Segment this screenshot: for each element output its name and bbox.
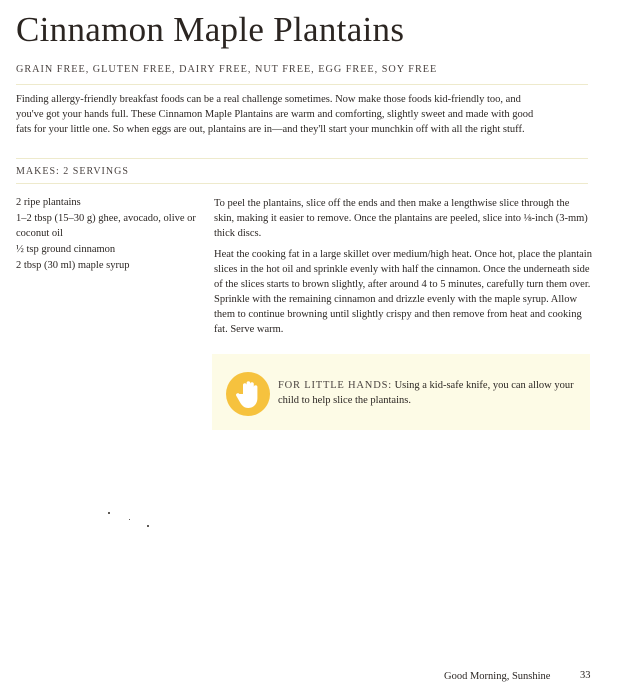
little-hands-tip	[212, 354, 590, 430]
footer-book-title: Good Morning, Sunshine	[444, 671, 551, 682]
method-steps	[214, 196, 592, 343]
recipe-title: Cinnamon Maple Plantains	[16, 10, 405, 49]
tip-body: Using a kid-safe knife, you can allow your child to help slice the plantains.	[278, 380, 574, 406]
page-number: 33	[580, 670, 591, 681]
method-step: To peel the plantains, slice off the ends and then make a lengthwise slice through the skin, making it easier to remove. Once the plantains are peeled, slice into ⅛-inch (3-mm) thick discs.	[214, 198, 588, 239]
print-speck	[129, 519, 130, 520]
ingredients-list	[16, 196, 202, 275]
print-speck	[147, 525, 149, 527]
ingredient-item: ½ tsp ground cinnamon	[16, 243, 116, 255]
divider	[16, 158, 588, 159]
servings-label: MAKES: 2 SERVINGS	[16, 166, 129, 177]
ingredient-item: 1–2 tbsp (15–30 g) ghee, avocado, olive or coconut oil	[16, 213, 196, 239]
method-step: Heat the cooking fat in a large skillet over medium/high heat. Once hot, place the plantain slices in the hot oil and sprinkle evenly with half the cinnamon. Once the underneath side of the slices starts to brown slightly, after around 4 to 5 minutes, carefully turn them over. Sprinkle with the remaining cinnamon and drizzle evenly with the maple syrup. Allow them to continue browning until slightly crispy and then remove from heat and cooking fat. Serve warm.	[214, 249, 592, 335]
divider	[16, 84, 588, 85]
recipe-intro: Finding allergy-friendly breakfast foods can be a real challenge sometimes. Now make those foods kid-friendly too, and you've got your hands full. These Cinnamon Maple Plantains are warm and comforting, slightly sweet and made with good fats for your little one. So when eggs are out, plantains are in—and they'll start your munchkin off with all the right stuff.	[16, 94, 534, 135]
allergen-tags: GRAIN FREE, GLUTEN FREE, DAIRY FREE, NUT FREE, EGG FREE, SOY FREE	[16, 64, 438, 75]
tip-label: FOR LITTLE HANDS:	[278, 380, 392, 391]
ingredient-item: 2 ripe plantains	[16, 197, 81, 208]
print-speck	[108, 512, 110, 514]
divider	[16, 183, 588, 184]
ingredient-item: 2 tbsp (30 ml) maple syrup	[16, 259, 130, 271]
tip-text	[278, 378, 578, 408]
raised-hand-icon	[226, 372, 270, 416]
